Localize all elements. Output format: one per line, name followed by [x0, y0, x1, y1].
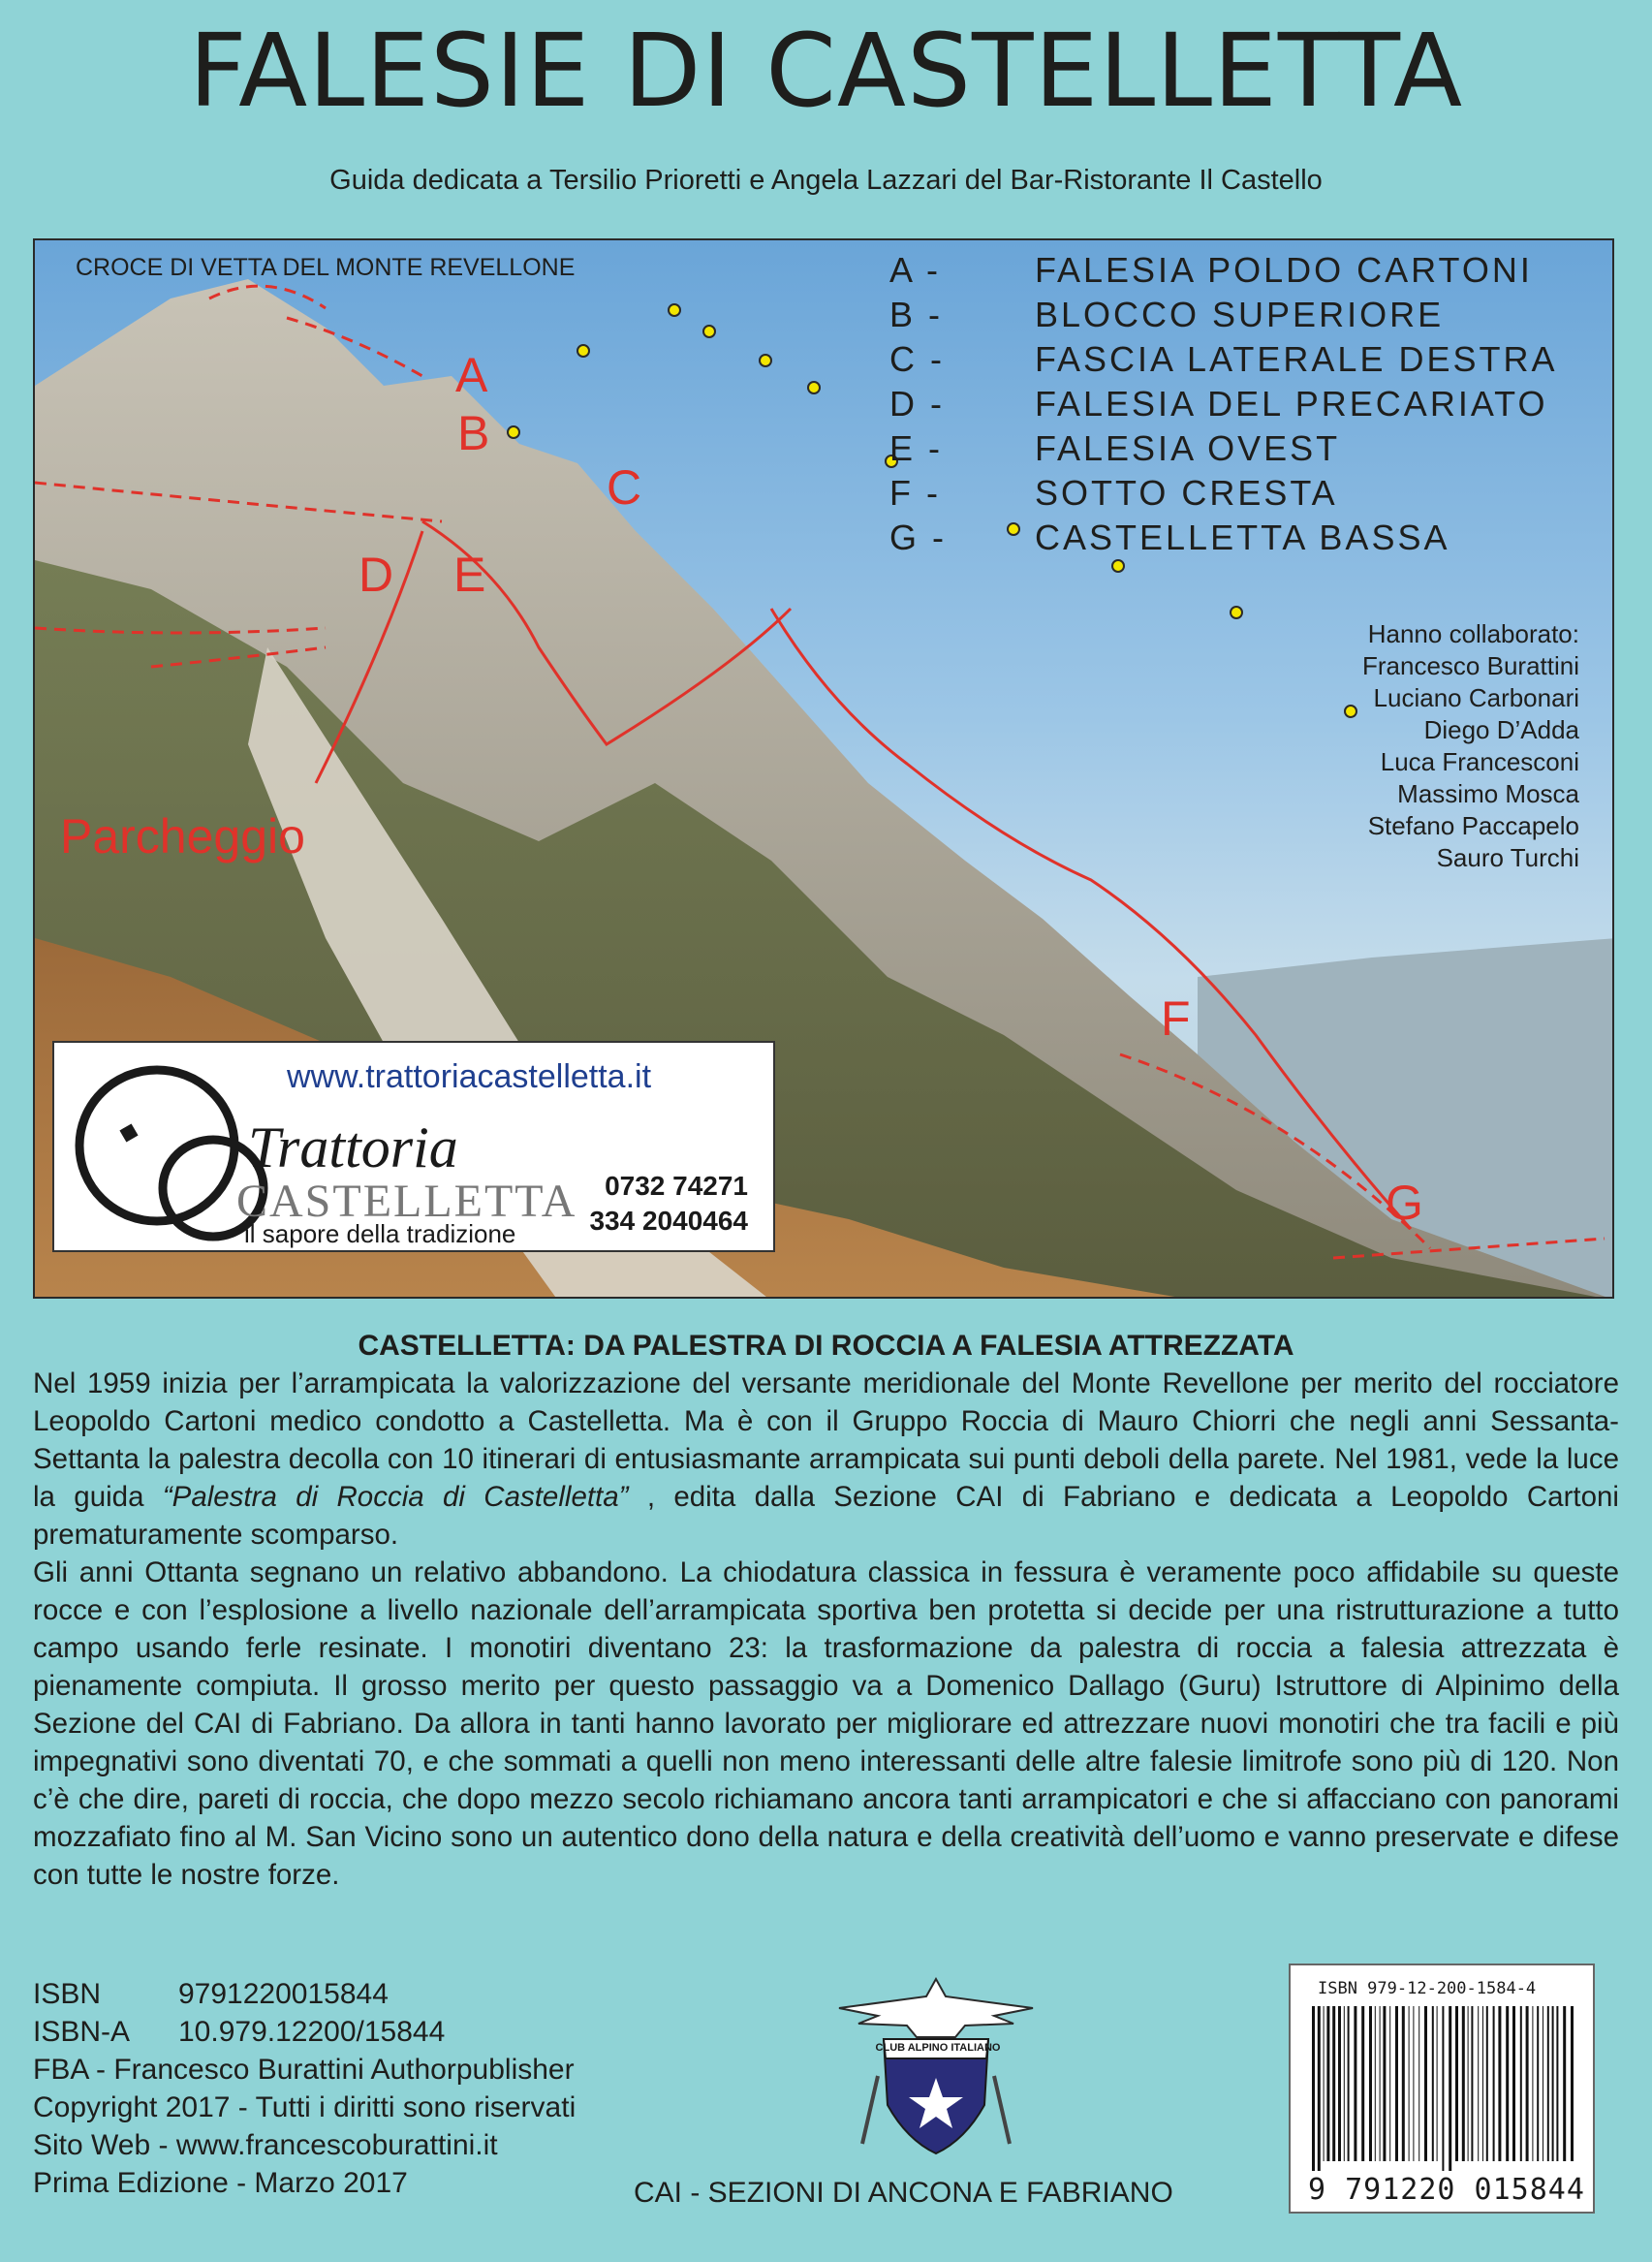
barcode-bar — [1478, 2006, 1479, 2161]
isbn-row: ISBN 9791220015844 — [33, 1978, 389, 2010]
barcode-bar — [1482, 2006, 1483, 2161]
barcode-bar — [1354, 2006, 1356, 2161]
legend-row-c: C - FASCIA LATERALE DESTRA — [889, 339, 1558, 379]
legend-row-a: A - FALESIA POLDO CARTONI — [889, 250, 1533, 290]
edition: Prima Edizione - Marzo 2017 — [33, 2167, 408, 2199]
barcode-bar — [1413, 2006, 1414, 2161]
zone-mark-d: D — [358, 548, 394, 602]
history-text — [33, 1365, 1619, 1894]
legend-row-d: D - FALESIA DEL PRECARIATO — [889, 384, 1548, 424]
barcode-bar — [1571, 2006, 1574, 2161]
trattoria-tagline: il sapore della tradizione — [244, 1219, 516, 1248]
barcode-bar — [1486, 2006, 1488, 2161]
barcode-bar — [1442, 2006, 1444, 2171]
collaborator: Sauro Turchi — [1436, 843, 1579, 872]
trattoria-url: www.trattoriacastelletta.it — [287, 1058, 652, 1095]
barcode-bar — [1537, 2006, 1539, 2161]
barcode-bar — [1389, 2006, 1390, 2161]
section-title: CASTELLETTA: DA PALESTRA DI ROCCIA A FALESIA ATTREZZATA — [358, 1330, 1294, 1362]
paragraph-2: Gli anni Ottanta segnano un relativo abbandono. La chiodatura classica in fessura è veramente poco affidabile su queste rocce e con l’esplosione a livello nazionale dell’arrampicata sportiva ben protetta si decide per una ristrutturazione a tutto campo usando ferle resinate. I monotiri diventano 23: la trasformazione da palestra di roccia a falesia attrezzata è pienamente compiuta. Il grosso merito per questo passaggio va a Domenico Dallago (Guru) Istruttore di Alpinimo della Sezione del CAI di Fabriano. Da allora in tanti hanno lavorato per migliorare ed attrezzare nuovi monotiri che tra facili e più impegnativi sono diventati 70, e che sommati a quelli non meno interessanti delle altre falesie limitrofe sono più di 120. Non c’è che dire, pareti di roccia, che dopo mezzo secolo richiamano ancora tanti arrampicatori e che si affacciano con panorami mozzafiato fino al M. San Vicino sono un autentico dono della natura e della creatività dell’uomo e vanno preservate e difese con tutte le nostre forze. — [33, 1556, 1619, 1891]
zone-mark-a: A — [455, 348, 488, 402]
barcode-bar — [1402, 2006, 1405, 2161]
summit-label: CROCE DI VETTA DEL MONTE REVELLONE — [76, 254, 576, 281]
collaborator: Diego D’Adda — [1423, 715, 1579, 744]
barcode-digits: 9 791220 015844 — [1308, 2173, 1585, 2207]
barcode-bar — [1455, 2006, 1458, 2161]
cai-caption: CAI - SEZIONI DI ANCONA E FABRIANO — [634, 2177, 1173, 2209]
barcode-bar — [1547, 2006, 1549, 2161]
barcode-bar — [1348, 2006, 1350, 2161]
barcode-bar — [1375, 2006, 1376, 2161]
barcode-bar — [1462, 2006, 1465, 2161]
barcode-bar — [1449, 2006, 1451, 2171]
barcode-bar — [1552, 2006, 1554, 2161]
barcode-bar — [1526, 2006, 1529, 2161]
zone-mark-b: B — [457, 406, 490, 460]
cover-title: FALESIE DI CASTELLETTA — [188, 12, 1464, 130]
barcode-bar — [1324, 2006, 1325, 2161]
barcode-bar — [1409, 2006, 1410, 2161]
collaborator: Francesco Burattini — [1362, 651, 1579, 680]
barcode-bar — [1395, 2006, 1398, 2161]
legend-row-b: B - BLOCCO SUPERIORE — [889, 295, 1445, 334]
trattoria-name: Trattoria — [248, 1115, 458, 1179]
barcode-bar — [1493, 2006, 1495, 2161]
copyright: Copyright 2017 - Tutti i diritti sono riservati — [33, 2091, 577, 2123]
barcode-bar — [1418, 2006, 1419, 2161]
zone-mark-e: E — [453, 548, 486, 602]
barcode-bar — [1437, 2006, 1438, 2161]
collaborators — [1362, 618, 1579, 874]
cai-badge-text: CLUB ALPINO ITALIANO — [875, 2042, 1001, 2054]
barcode-bar — [1318, 2006, 1321, 2171]
barcode-bar — [1468, 2006, 1469, 2161]
trattoria-name-castelletta: CASTELLETTA — [236, 1176, 577, 1227]
barcode-bar — [1506, 2006, 1509, 2161]
parking-label: Parcheggio — [60, 809, 305, 864]
barcode-bar — [1520, 2006, 1522, 2161]
barcode-bar — [1380, 2006, 1381, 2161]
isbn-barcode — [1289, 1964, 1595, 2214]
legend-row-e: E - FALESIA OVEST — [889, 428, 1341, 468]
barcode-bar — [1512, 2006, 1515, 2161]
trattoria-phone-1: 0732 74271 — [605, 1171, 748, 1201]
barcode-bar — [1563, 2006, 1566, 2161]
cai-eagle-logo-icon — [820, 1969, 1052, 2163]
barcode-bar — [1432, 2006, 1434, 2161]
barcode-isbn-text: ISBN 979-12-200-1584-4 — [1318, 1979, 1537, 1998]
crag-photo — [33, 238, 1614, 1299]
zone-mark-f: F — [1161, 991, 1191, 1046]
cover-subtitle: Guida dedicata a Tersilio Prioretti e Angela Lazzari del Bar-Ristorante Il Castello — [329, 165, 1323, 196]
barcode-bar — [1361, 2006, 1364, 2161]
collaborators-heading: Hanno collaborato: — [1367, 619, 1579, 648]
barcode-bar — [1471, 2006, 1473, 2161]
barcode-bar — [1498, 2006, 1501, 2161]
collaborator: Stefano Paccapelo — [1367, 811, 1579, 840]
zone-mark-g: G — [1386, 1176, 1423, 1230]
publisher: FBA - Francesco Burattini Authorpublisher — [33, 2054, 575, 2086]
collaborator: Luciano Carbonari — [1373, 683, 1579, 712]
book-title: “Palestra di Roccia di Castelletta” — [162, 1481, 629, 1513]
barcode-bar — [1312, 2006, 1315, 2171]
barcode-bar — [1338, 2006, 1341, 2161]
isbna-row: ISBN-A 10.979.12200/15844 — [33, 2016, 446, 2048]
barcode-bars — [1310, 2006, 1577, 2171]
collaborator: Luca Francesconi — [1380, 747, 1579, 776]
legend-row-f: F - SOTTO CRESTA — [889, 473, 1338, 513]
barcode-bar — [1424, 2006, 1427, 2161]
crag-legend — [889, 248, 1557, 560]
barcode-bar — [1556, 2006, 1558, 2161]
collaborator: Massimo Mosca — [1397, 779, 1579, 808]
barcode-bar — [1344, 2006, 1345, 2161]
barcode-bar — [1383, 2006, 1386, 2161]
barcode-bar — [1326, 2006, 1329, 2161]
barcode-bar — [1532, 2006, 1533, 2161]
trattoria-phone-2: 334 2040464 — [589, 1206, 748, 1236]
barcode-bar — [1369, 2006, 1372, 2161]
zone-mark-c: C — [607, 460, 642, 515]
paragraph-1: Nel 1959 inizia per l’arrampicata la valorizzazione del versante meridionale del Monte Revellone per merito del rocciatore Leopoldo Cartoni medico condotto a Castelletta. Ma è con il Gruppo Roccia di Mauro Chiorri che negli anni Sessanta-Settanta la palestra decolla con 10 itinerari di entusiasmante arrampicata sui punti deboli della parete. Nel 1981, vede la luce la guida “Palestra di Roccia di Castelletta” , edita dalla Sezione CAI di Fabriano e dedicata a Leopoldo Cartoni prematuramente scomparso. — [33, 1367, 1619, 1551]
barcode-bar — [1332, 2006, 1335, 2161]
website: Sito Web - www.francescoburattini.it — [33, 2129, 498, 2161]
legend-row-g: G - CASTELLETTA BASSA — [889, 518, 1450, 557]
book-info — [33, 1975, 576, 2202]
trattoria-ad — [52, 1041, 775, 1252]
